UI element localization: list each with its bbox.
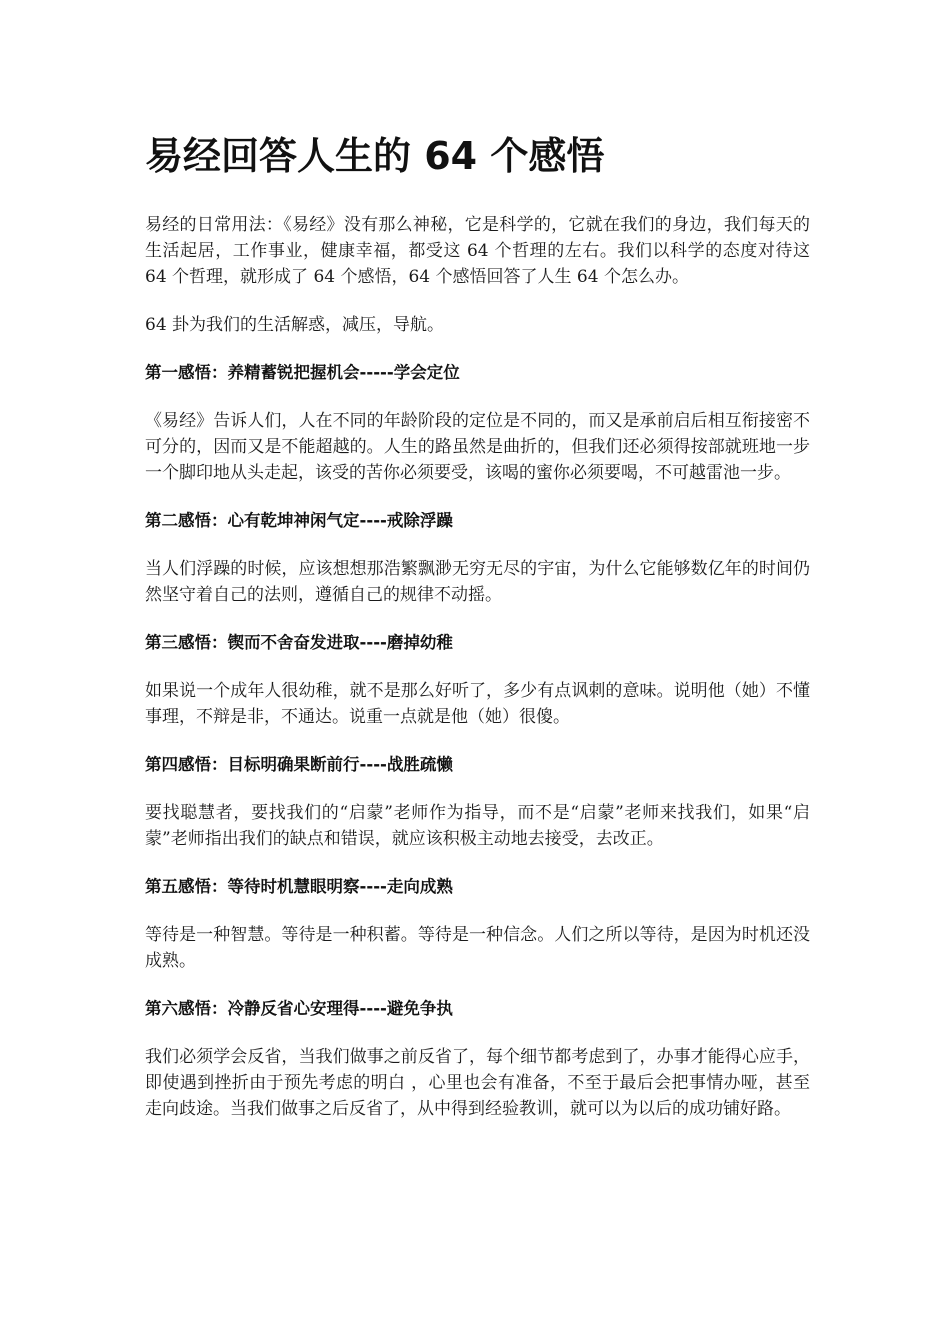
- section-text-4: 要找聪慧者，要找我们的“启蒙”老师作为指导，而不是“启蒙”老师来找我们，如果“启蒙”老师指出我们的缺点和错误，就应该积极主动地去接受，去改正。: [145, 803, 810, 849]
- section-heading-3: 第三感悟：锲而不舍奋发进取----磨掉幼稚: [145, 633, 453, 652]
- section-text-5: 等待是一种智慧。等待是一种积蓄。等待是一种信念。人们之所以等待，是因为时机还没成熟。: [145, 925, 810, 971]
- section-heading-5: 第五感悟：等待时机慧眼明察----走向成熟: [145, 877, 453, 896]
- section-heading-4: 第四感悟：目标明确果断前行----战胜疏懒: [145, 755, 453, 774]
- section-text-3: 如果说一个成年人很幼稚，就不是那么好听了，多少有点讽刺的意味。说明他（她）不懂事理，不辩是非，不通达。说重一点就是他（她）很傻。: [145, 681, 810, 727]
- section-text-1: 《易经》告诉人们，人在不同的年龄阶段的定位是不同的，而又是承前启后相互衔接密不可分的，因而又是不能超越的。人生的路虽然是曲折的，但我们还必须得按部就班地一步一个脚印地从头走起，该受的苦你必须要受，该喝的蜜你必须要喝，不可越雷池一步。: [145, 411, 810, 483]
- section-text-2: 当人们浮躁的时候，应该想想那浩繁飘渺无穷无尽的宇宙，为什么它能够数亿年的时间仍然坚守着自己的法则，遵循自己的规律不动摇。: [145, 559, 810, 605]
- document-body: [145, 212, 810, 1144]
- section-heading-6: 第六感悟：冷静反省心安理得----避免争执: [145, 999, 453, 1018]
- section-heading-1: 第一感悟：养精蓄锐把握机会-----学会定位: [145, 363, 460, 382]
- intro-paragraph: 易经的日常用法：《易经》没有那么神秘，它是科学的，它就在我们的身边，我们每天的生活起居，工作事业，健康幸福，都受这 64 个哲理的左右。我们以科学的态度对待这 64 个哲理，就形成了 64 个感悟，64 个感悟回答了人生 64 个怎么办。: [145, 215, 810, 287]
- section-heading-2: 第二感悟：心有乾坤神闲气定----戒除浮躁: [145, 511, 453, 530]
- intro-paragraph: 64 卦为我们的生活解惑，减压，导航。: [145, 315, 445, 335]
- document-title: 易经回答人生的 64 个感悟: [145, 134, 605, 178]
- section-text-6: 我们必须学会反省，当我们做事之前反省了，每个细节都考虑到了，办事才能得心应手，即使遇到挫折由于预先考虑的明白 ，心里也会有准备，不至于最后会把事情办哑，甚至走向歧途。当我们做事之后反省了，从中得到经验教训，就可以为以后的成功铺好路。: [145, 1047, 810, 1119]
